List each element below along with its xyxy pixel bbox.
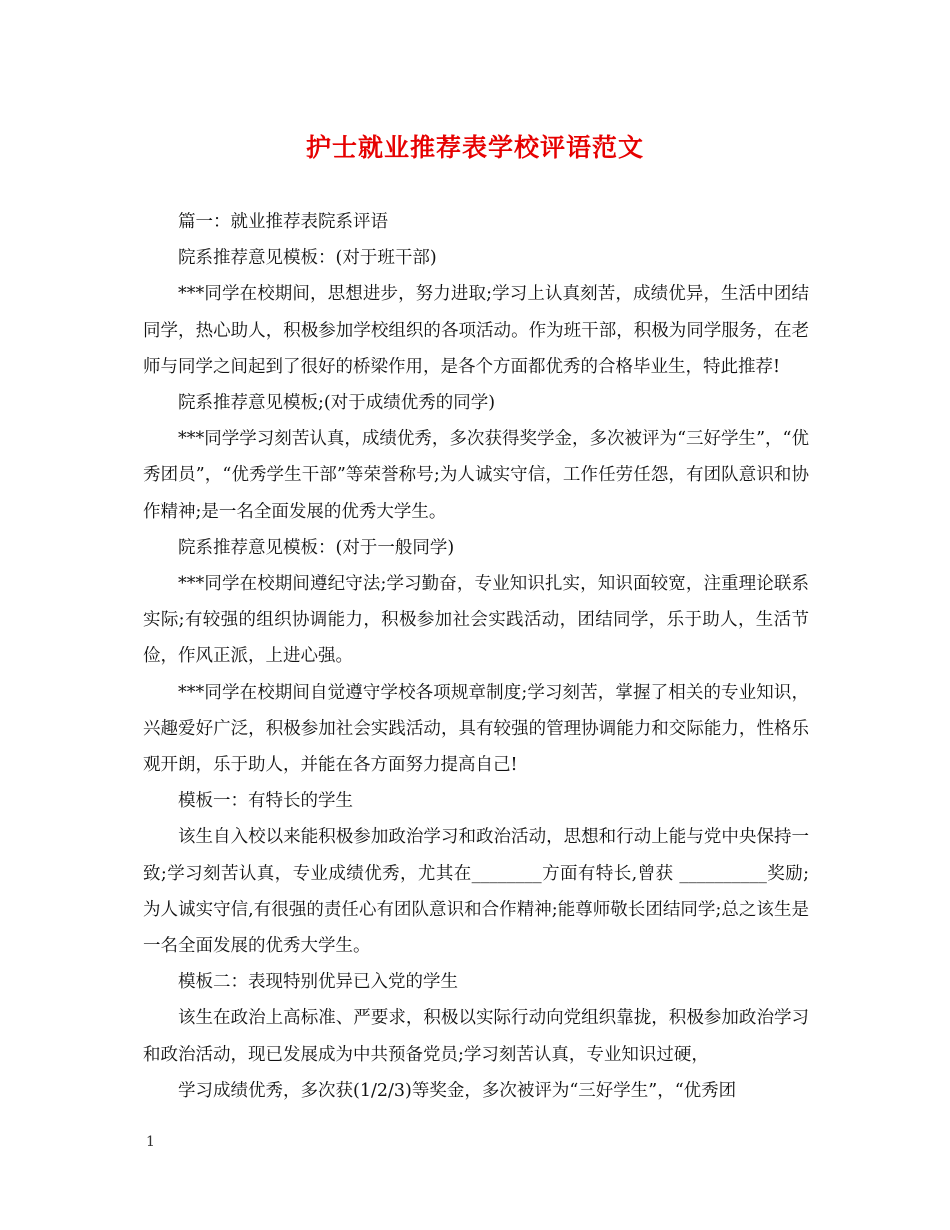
- document-body: [143, 204, 809, 1109]
- template-label: 院系推荐意见模板;(对于成绩优秀的同学): [178, 393, 496, 414]
- paragraph: ***同学在校期间，思想进步，努力进取;学习上认真刻苦，成绩优异，生活中团结同学，热心助人，积极参加学校组织的各项活动。作为班干部，积极为同学服务，在老师与同学之间起到了很好的桥梁作用，是各个方面都优秀的合格毕业生，特此推荐!: [143, 284, 809, 377]
- template-label: 模板一：有特长的学生: [178, 791, 353, 812]
- paragraph: 学习成绩优秀，多次获(1/2/3)等奖金，多次被评为“三好学生”，“优秀团: [178, 1080, 737, 1101]
- page-number: 1: [146, 1134, 155, 1150]
- template-label: 院系推荐意见模板：(对于一般同学): [178, 537, 455, 558]
- paragraph: ***同学学习刻苦认真，成绩优秀，多次获得奖学金，多次被评为“三好学生”，“优秀团员”，“优秀学生干部”等荣誉称号;为人诚实守信，工作任劳任怨，有团队意识和协作精神;是一名全面发展的优秀大学生。: [143, 429, 809, 522]
- paragraph: ***同学在校期间遵纪守法;学习勤奋，专业知识扎实，知识面较宽，注重理论联系实际;有较强的组织协调能力，积极参加社会实践活动，团结同学，乐于助人，生活节俭，作风正派，上进心强。: [143, 574, 809, 667]
- paragraph: 该生自入校以来能积极参加政治学习和政治活动，思想和行动上能与党中央保持一致;学习刻苦认真，专业成绩优秀，尤其在________方面有特长,曾获 __________奖励;为人诚实守信,有很强的责任心有团队意识和合作精神;能尊师敬长团结同学;总之该生是一名全面发展的优秀大学生。: [143, 827, 809, 957]
- template-label: 院系推荐意见模板：(对于班干部): [178, 248, 437, 269]
- section-heading: 篇一：就业推荐表院系评语: [178, 212, 388, 232]
- document-title: 护士就业推荐表学校评语范文: [305, 133, 644, 162]
- template-label: 模板二：表现特别优异已入党的学生: [178, 972, 458, 993]
- paragraph: 该生在政治上高标准、严要求，积极以实际行动向党组织靠拢，积极参加政治学习和政治活动，现已发展成为中共预备党员;学习刻苦认真，专业知识过硬，: [143, 1008, 809, 1065]
- paragraph: ***同学在校期间自觉遵守学校各项规章制度;学习刻苦，掌握了相关的专业知识，兴趣爱好广泛，积极参加社会实践活动，具有较强的管理协调能力和交际能力，性格乐观开朗，乐于助人，并能在各方面努力提高自己!: [143, 682, 809, 776]
